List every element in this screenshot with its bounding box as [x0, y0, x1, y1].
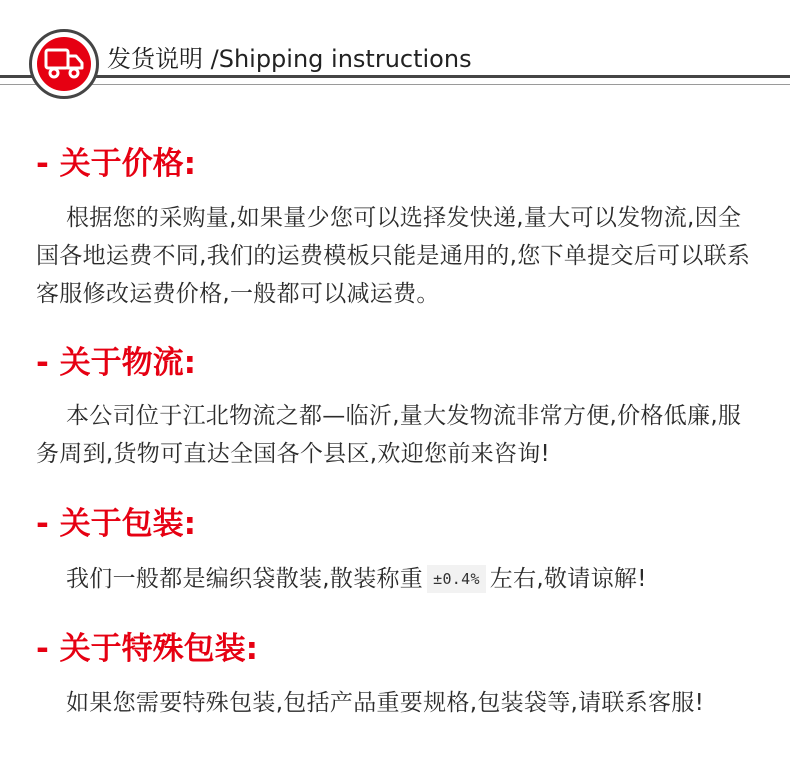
price-text: 根据您的采购量,如果量少您可以选择发快递,量大可以发物流,因全国各地运费不同,我们的运费模板只能是通用的,您下单提交后可以联系客服修改运费价格,一般都可以减运费。 [36, 205, 751, 307]
tolerance-badge: ±0.4% [427, 565, 486, 593]
header-divider [0, 75, 790, 78]
special-text: 如果您需要特殊包装,包括产品重要规格,包装袋等,请联系客服! [66, 690, 705, 716]
section-body-logistics [36, 397, 764, 473]
logistics-text: 本公司位于江北物流之都—临沂,量大发物流非常方便,价格低廉,服务周到,货物可直达全国各个县区,欢迎您前来咨询! [36, 403, 742, 467]
truck-icon [44, 46, 84, 82]
section-heading-special: - 关于特殊包装: [36, 631, 259, 667]
section-body-special [36, 684, 764, 722]
truck-badge [29, 29, 99, 99]
page-title: 发货说明 /Shipping instructions [107, 45, 472, 73]
section-body-price [36, 199, 764, 313]
section-heading-price: - 关于价格: [36, 146, 197, 182]
section-heading-packaging: - 关于包装: [36, 506, 197, 542]
header [0, 0, 790, 110]
section-heading-logistics: - 关于物流: [36, 345, 197, 381]
packaging-text-end: 左右,敬请谅解! [489, 566, 647, 592]
truck-badge-circle [37, 37, 91, 91]
packaging-text: 我们一般都是编织袋散装,散装称重 [66, 566, 424, 592]
section-body-packaging [36, 560, 764, 598]
header-divider-thin [0, 84, 790, 85]
